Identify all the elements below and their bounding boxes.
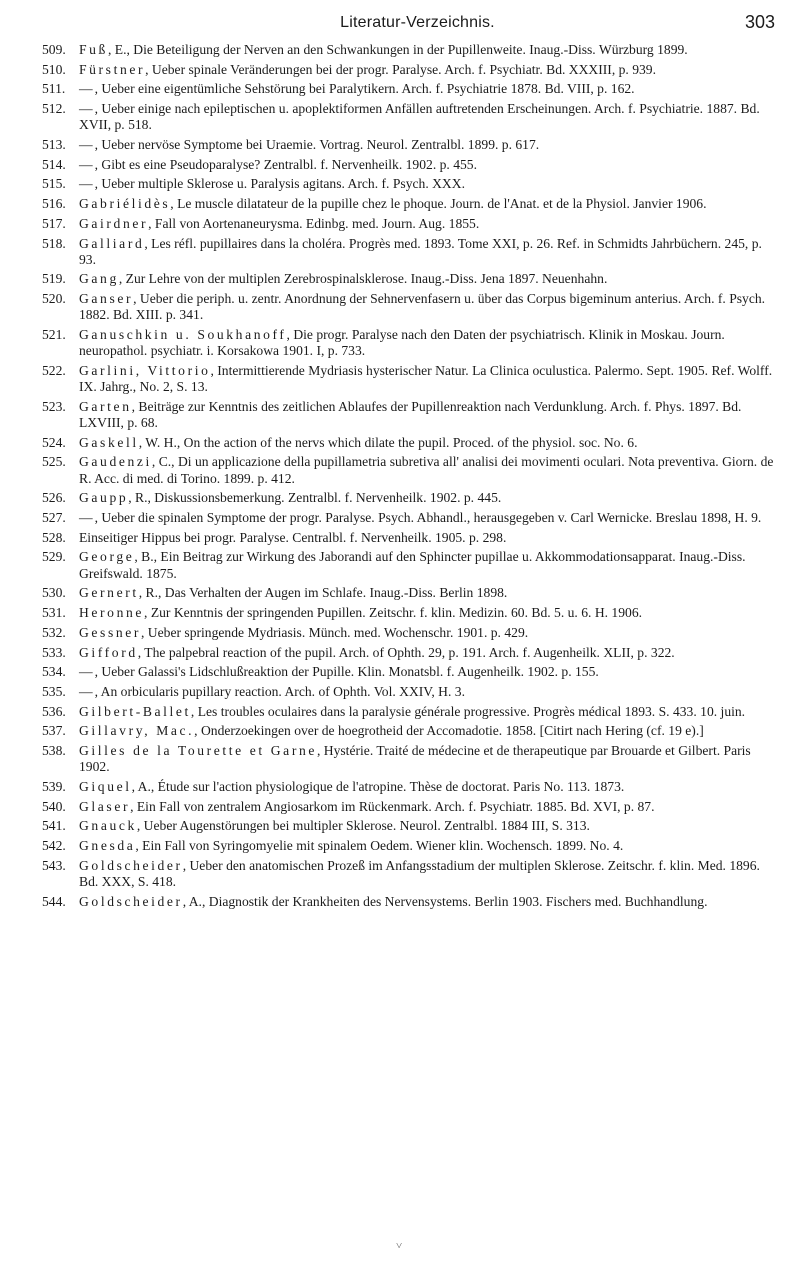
bibliography-entry: [42, 327, 782, 359]
entry-number: 517.: [42, 215, 66, 231]
bibliography-entry: [42, 585, 782, 601]
entry-number: 544.: [42, 893, 66, 909]
entry-author: Gifford: [79, 644, 138, 660]
entry-citation: , A., Diagnostik der Krankheiten des Nervensystems. Berlin 1903. Fischers med. Buchhandlung.: [182, 893, 708, 909]
entry-number: 513.: [42, 137, 66, 153]
bibliography-entry: [42, 399, 782, 431]
bibliography-entry: [42, 490, 782, 506]
entry-author: Ganser: [79, 291, 134, 307]
entry-citation: , Ein Fall von Syringomyelie mit spinalem Oedem. Wiener klin. Wochensch. 1899. No. 4.: [135, 838, 624, 854]
entry-number: 520.: [42, 291, 66, 307]
entry-text: [79, 799, 782, 815]
entry-text: [79, 291, 782, 323]
entry-number: 522.: [42, 362, 66, 378]
entry-author: Gnesda: [79, 838, 136, 854]
entry-citation: , C., Di un applicazione della pupillametria subretiva all' analisi dei movimenti oculari. Nota preventiva. Giorn. de R. Acc. di med. di Torino. 1899. p. 412.: [79, 454, 774, 486]
entry-citation: , Beiträge zur Kenntnis des zeitlichen Ablaufes der Pupillenreaktion nach Verdunklung. Arch. f. Phys. 1897. Bd. LXVIII, p. 68.: [79, 398, 742, 431]
entry-citation: , Ueber den anatomischen Prozeß im Anfangsstadium der multiplen Sklerose. Zeitschr. f. klin. Med. 1896. Bd. XXX, S. 418.: [79, 857, 760, 889]
entry-text: [79, 327, 782, 359]
entry-citation: , A., Étude sur l'action physiologique de l'atropine. Thèse de doctorat. Paris No. 113. 1873.: [131, 778, 625, 794]
bibliography-entry: [42, 723, 782, 739]
entry-text: [79, 399, 782, 431]
entry-text: [79, 510, 782, 526]
bibliography-entry: [42, 530, 782, 546]
entry-text: [79, 549, 782, 581]
entry-number: 528.: [42, 529, 66, 545]
entry-text: [79, 704, 782, 720]
entry-text: [79, 605, 782, 621]
entry-author: —: [79, 510, 93, 526]
entry-number: 523.: [42, 398, 66, 414]
bibliography-entry: [42, 645, 782, 661]
entry-author: Ganuschkin u. Soukhanoff: [79, 327, 287, 343]
entry-number: 526.: [42, 490, 66, 506]
entry-author: Gairdner: [79, 215, 149, 231]
entry-number: 534.: [42, 664, 66, 680]
entry-author: Gaskell: [79, 434, 139, 450]
entry-number: 530.: [42, 585, 66, 601]
bibliography-entry: [42, 625, 782, 641]
entry-number: 512.: [42, 101, 66, 117]
entry-citation: , W. H., On the action of the nervs which dilate the pupil. Proced. of the physiol. soc. No. 6.: [138, 434, 638, 450]
entry-citation: , Ueber eine eigentümliche Sehstörung bei Paralytikern. Arch. f. Psychiatrie 1878. Bd. VIII, p. 162.: [94, 81, 635, 97]
bibliography-entry: [42, 363, 782, 395]
bibliography-entry: [42, 743, 782, 775]
entry-number: 511.: [42, 81, 66, 97]
entry-author: Gilbert-Ballet: [79, 703, 191, 719]
entry-citation: , Hystérie. Traité de médecine et de therapeutique par Brouarde et Gilbert. Paris 1902.: [79, 743, 751, 775]
entry-text: [79, 530, 782, 546]
entry-author: —: [79, 156, 93, 172]
entry-text: [79, 625, 782, 641]
entry-author: Garlini, Vittorio: [79, 362, 211, 378]
entry-text: [79, 645, 782, 661]
entry-author: Gaupp: [79, 490, 129, 506]
entry-text: [79, 435, 782, 451]
entry-author: Glaser: [79, 798, 131, 814]
entry-citation: , Ueber nervöse Symptome bei Uraemie. Vortrag. Neurol. Zentralbl. 1899. p. 617.: [94, 137, 540, 153]
entry-citation: , Gibt es eine Pseudoparalyse? Zentralbl. f. Nervenheilk. 1902. p. 455.: [94, 156, 478, 172]
entry-author: —: [79, 664, 93, 680]
entry-text: [79, 176, 782, 192]
entry-author: Fuß: [79, 42, 108, 57]
print-mark: ˅: [396, 1240, 403, 1252]
bibliography-entry: [42, 101, 782, 133]
entry-author: —: [79, 137, 93, 153]
entry-number: 533.: [42, 644, 66, 660]
bibliography-entry: [42, 818, 782, 834]
bibliography-entry: [42, 664, 782, 680]
entry-text: [79, 818, 782, 834]
entry-citation: , The palpebral reaction of the pupil. Arch. of Ophth. 29, p. 191. Arch. f. Augenheilk. XLII, p. 322.: [137, 644, 675, 660]
entry-number: 529.: [42, 549, 66, 565]
bibliography-entry: [42, 858, 782, 890]
bibliography-entry: [42, 435, 782, 451]
entry-citation: , Die progr. Paralyse nach den Daten der psychiatrisch. Klinik in Moskau. Journ. neuropathol. psychiatr. i. Korsakowa 1901. I, p. 733.: [79, 327, 725, 359]
entry-number: 521.: [42, 327, 66, 343]
bibliography-entry: [42, 605, 782, 621]
entry-citation: , Les réfl. pupillaires dans la choléra. Progrès med. 1893. Tome XXI, p. 26. Ref. in Schmidts Jahrbüchern. 245, p. 93.: [79, 235, 762, 267]
entry-text: [79, 216, 782, 232]
bibliography-entry: [42, 157, 782, 173]
entry-number: 514.: [42, 156, 66, 172]
entry-citation: , Ueber spinale Veränderungen bei der progr. Paralyse. Arch. f. Psychiatr. Bd. XXXIII, p. 939.: [145, 61, 657, 77]
entry-author: —: [79, 81, 93, 97]
bibliography-entry: [42, 137, 782, 153]
bibliography-entry: [42, 894, 782, 910]
entry-number: 524.: [42, 434, 66, 450]
bibliography-entry: [42, 216, 782, 232]
entry-number: 542.: [42, 838, 66, 854]
entry-citation: , Zur Kenntnis der springenden Pupillen. Zeitschr. f. klin. Medizin. 60. Bd. 5. u. 6. H. 1906.: [144, 605, 643, 621]
entry-author: Goldscheider: [79, 893, 183, 909]
entry-author: Gabriélidès: [79, 196, 171, 212]
entry-citation: , R., Das Verhalten der Augen im Schlafe. Inaug.-Diss. Berlin 1898.: [138, 585, 508, 601]
bibliography-entry: [42, 291, 782, 323]
running-title: Literatur-Verzeichnis.: [340, 14, 495, 31]
entry-author: Galliard: [79, 235, 145, 251]
entry-author: Heronne: [79, 605, 145, 621]
bibliography-entry: [42, 454, 782, 486]
bibliography-entry: [42, 81, 782, 97]
entry-author: Goldscheider: [79, 857, 183, 873]
bibliography-entry: [42, 62, 782, 78]
entry-number: 540.: [42, 798, 66, 814]
entry-author: Gessner: [79, 624, 141, 640]
page-header: [60, 10, 775, 40]
entry-citation: , Ueber springende Mydriasis. Münch. med. Wochenschr. 1901. p. 429.: [141, 624, 529, 640]
entry-citation: , Ueber die spinalen Symptome der progr. Paralyse. Psych. Abhandl., herausgegeben v. Carl Wernicke. Breslau 1898, H. 9.: [94, 510, 762, 526]
entry-number: 543.: [42, 857, 66, 873]
bibliography-entry: [42, 42, 782, 58]
entry-text: [79, 743, 782, 775]
entry-number: 537.: [42, 723, 66, 739]
entry-number: 536.: [42, 703, 66, 719]
entry-citation: , Zur Lehre von der multiplen Zerebrospinalsklerose. Inaug.-Diss. Jena 1897. Neuenhahn.: [118, 271, 608, 287]
entry-author: Gillavry, Mac.: [79, 723, 195, 739]
entry-text: [79, 858, 782, 890]
page-number: 303: [744, 12, 775, 32]
entry-citation: , Le muscle dilatateur de la pupille chez le phoque. Journ. de l'Anat. et de la Physiol. Janvier 1906.: [170, 196, 707, 212]
entry-author: Gernert: [79, 585, 139, 601]
entry-text: [79, 779, 782, 795]
bibliography-entry: [42, 838, 782, 854]
entry-citation: , An orbicularis pupillary reaction. Arch. of Ophth. Vol. XXIV, H. 3.: [94, 683, 465, 699]
entry-number: 538.: [42, 743, 66, 759]
entry-text: [79, 454, 782, 486]
entry-number: 535.: [42, 683, 66, 699]
entry-text: [79, 585, 782, 601]
entry-number: 518.: [42, 235, 66, 251]
entry-author: Gaudenzi: [79, 454, 152, 470]
entry-text: [79, 81, 782, 97]
entry-text: [79, 838, 782, 854]
entry-author: Garten: [79, 398, 132, 414]
entry-citation: , Fall von Aortenaneurysma. Edinbg. med. Journ. Aug. 1855.: [148, 215, 480, 231]
entry-citation: , Ueber die periph. u. zentr. Anordnung der Sehnervenfasern u. über das Corpus bigeminum anterius. Arch. f. Psych. 1882. Bd. XIII. p. 341.: [79, 291, 766, 323]
entry-number: 516.: [42, 196, 66, 212]
entry-citation: , R., Diskussionsbemerkung. Zentralbl. f. Nervenheilk. 1902. p. 445.: [128, 490, 502, 506]
entry-number: 509.: [42, 42, 66, 57]
bibliography-entry: [42, 799, 782, 815]
entry-number: 527.: [42, 510, 66, 526]
bibliography-entry: [42, 271, 782, 287]
entry-text: [79, 363, 782, 395]
bibliography-entry: [42, 779, 782, 795]
entry-number: 519.: [42, 271, 66, 287]
bibliography-entry: [42, 549, 782, 581]
entry-number: 515.: [42, 176, 66, 192]
entry-text: [79, 42, 782, 58]
entry-citation: , Ueber Galassi's Lidschlußreaktion der Pupille. Klin. Monatsbl. f. Augenheilk. 1902. p. 155.: [94, 664, 599, 680]
entry-text: [79, 137, 782, 153]
entry-citation: , Ein Fall von zentralem Angiosarkom im Rückenmark. Arch. f. Psychiatr. 1885. Bd. XVI, p. 87.: [130, 798, 655, 814]
bibliography-entry: [42, 704, 782, 720]
entry-text: [79, 196, 782, 212]
entry-author: Giquel: [79, 778, 132, 794]
entry-citation: , Intermittierende Mydriasis hysterischer Natur. La Clinica oculustica. Palermo. Sept. 1905. Ref. Wolff. IX. Jahrg., No. 2, S. 13.: [79, 362, 773, 395]
entry-author: Gang: [79, 271, 119, 287]
entry-number: 531.: [42, 605, 66, 621]
entry-text: [79, 236, 782, 268]
entry-citation: , Ueber einige nach epileptischen u. apoplektiformen Anfällen auftretenden Erscheinungen. Arch. f. Psychiatrie. 1887. Bd. XVII, p. 518.: [79, 101, 760, 133]
entry-text: [79, 157, 782, 173]
entry-text: [79, 62, 782, 78]
entry-citation: , B., Ein Beitrag zur Wirkung des Jaborandi auf den Sphincter pupillae u. Akkommodationsapparat. Inaug.-Diss. Greifswald. 1875.: [79, 549, 746, 581]
entry-author: —: [79, 101, 93, 117]
bibliography-entry: [42, 196, 782, 212]
entry-text: [79, 684, 782, 700]
entry-text: [79, 271, 782, 287]
entry-text: [79, 723, 782, 739]
entry-number: 532.: [42, 624, 66, 640]
entry-citation: , Les troubles oculaires dans la paralysie générale progressive. Progrès médical 1893. S. 433. 10. juin.: [190, 703, 746, 719]
entry-author: Fürstner: [79, 61, 146, 77]
entry-text: [79, 490, 782, 506]
entry-citation: , E., Die Beteiligung der Nerven an den Schwankungen in der Pupillenweite. Inaug.-Diss. Würzburg 1899.: [107, 42, 688, 57]
entry-number: 541.: [42, 818, 66, 834]
bibliography-entry: [42, 510, 782, 526]
entry-author: —: [79, 176, 93, 192]
entry-number: 539.: [42, 778, 66, 794]
bibliography-entry: [42, 236, 782, 268]
entry-text: [79, 664, 782, 680]
entry-citation: Einseitiger Hippus bei progr. Paralyse. Centralbl. f. Nervenheilk. 1905. p. 298.: [79, 529, 507, 545]
entry-author: Gnauck: [79, 818, 137, 834]
entry-author: Gilles de la Tourette et Garne: [79, 743, 317, 759]
entry-text: [79, 101, 782, 133]
entry-citation: , Ueber multiple Sklerose u. Paralysis agitans. Arch. f. Psych. XXX.: [94, 176, 465, 192]
bibliography-list: [42, 42, 782, 913]
entry-number: 525.: [42, 454, 66, 470]
bibliography-entry: [42, 176, 782, 192]
bibliography-entry: [42, 684, 782, 700]
entry-author: —: [79, 683, 93, 699]
entry-number: 510.: [42, 61, 66, 77]
entry-author: George: [79, 549, 135, 565]
entry-citation: , Ueber Augenstörungen bei multipler Sklerose. Neurol. Zentralbl. 1884 III, S. 313.: [136, 818, 590, 834]
entry-citation: , Onderzoekingen over de hoegrotheid der Accomadotie. 1858. [Citirt nach Hering (cf. 19 e).]: [194, 723, 704, 739]
entry-text: [79, 894, 782, 910]
